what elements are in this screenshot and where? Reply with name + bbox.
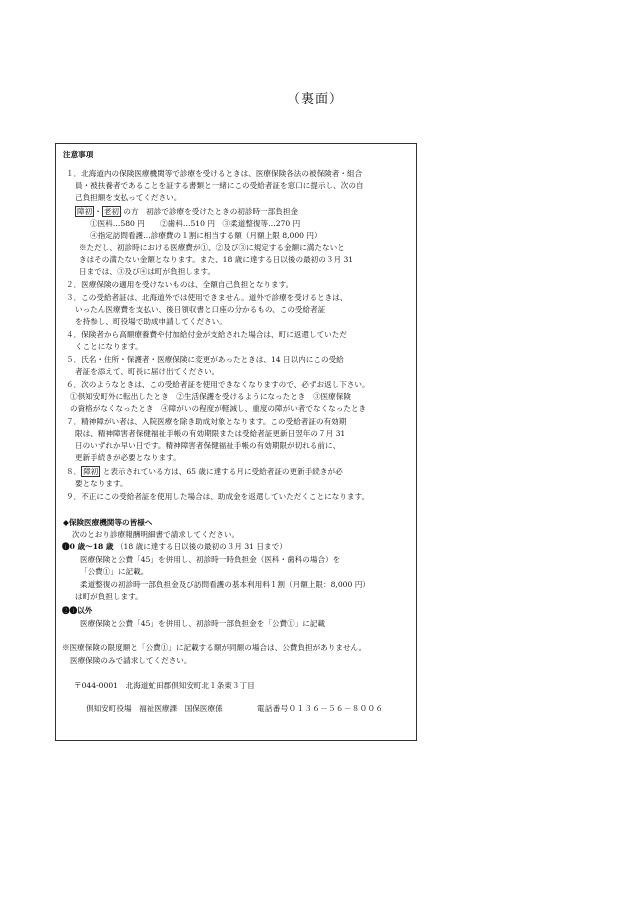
note-line: の方 初診で診療を受けたときの初診時一部負担金: [123, 207, 299, 216]
section1-line: 医療保険と公費「45」を併用し、初診時一時負担金（医科・歯科の場合）を: [80, 555, 341, 564]
note-line: 己負担額を支払ってください。: [75, 193, 182, 202]
badge-separator: ・: [94, 207, 102, 216]
section1-title-note: （18 歳に達する日以後の最初の３月 31 日まで）: [115, 542, 287, 551]
badge-shoshin-item8: 障初: [83, 467, 99, 476]
note-line: ※ただし、初診時における医療費が①、②及び③に規定する金額に満たないと: [79, 243, 345, 252]
item8-prefix: ８．: [66, 467, 82, 476]
address: 〒044-0001 北海道虻田郡倶知安町北１条東３丁目: [74, 681, 255, 690]
section1-line: は町が負担します。: [75, 592, 143, 601]
office-name: 倶知安町役場 福祉医療課 国保医療係: [86, 704, 223, 713]
section1-line: 「公費①」に記載。: [80, 567, 149, 576]
note-line: ３．この受給者証は、北海道外では使用できません。道外で診療を受けるときは、: [66, 293, 348, 302]
note-line: ①倶知安町外に転出したとき ②生活保護を受けるようになったとき ③医療保険: [70, 392, 351, 401]
badge-shoshin: 障初: [77, 207, 93, 216]
institutions-intro: 次のとおり診療報酬明細書で請求してください。: [72, 530, 240, 539]
page-title: （裏面）: [286, 92, 343, 107]
note-remark: 医療保険のみで請求してください。: [70, 656, 192, 665]
section1-heading: [62, 542, 287, 552]
note-line: 日のいずれか早い日です。精神障害者保健福祉手帳の有効期限が切れる前に、: [75, 441, 341, 450]
note-line-item8: [66, 467, 343, 477]
note-line: 限は、精神障害者保健福祉手帳の有効期限または受給者証更新日翌年の７月 31: [75, 429, 346, 438]
section1-title: ❶0 歳～18 歳: [62, 542, 114, 551]
note-line: ①医科…580 円 ②歯科…510 円 ③柔道整復等…270 円: [90, 219, 301, 228]
note-line: 更新手続きが必要となります。: [75, 453, 181, 462]
note-line: ５．氏名・住所・保護者・医療保険に変更があったときは、14 日以内にこの受給: [66, 355, 344, 364]
notes-heading: 注意事項: [63, 150, 94, 159]
note-line: ④指定訪問看護…診療費の１割に相当する額（月額上限 8,000 円）: [90, 231, 322, 240]
note-line: くことになります。: [75, 342, 143, 351]
note-line: いったん医療費を支払い、後日領収書と口座の分かるもの、この受給者証: [75, 305, 326, 314]
note-remark: ※医療保険の限度額と「公費①」に記載する額が同額の場合は、公費負担がありません。: [62, 643, 367, 652]
note-line: ６．次のようなときは、この受給者証を使用できなくなりますので、必ずお返し下さい。: [66, 380, 370, 389]
note-line-badges: [75, 207, 298, 217]
section2-heading: ❷❶以外: [62, 606, 93, 615]
note-line: ７．精神障がい者は、入院医療を除き助成対象となります。この受給者証の有効期: [66, 417, 347, 426]
section2-line: 医療保険と公費「45」を併用し、初診時一部負担金を「公費①」に記載: [80, 619, 326, 628]
note-line: 者証を添えて、町長に届け出てください。: [75, 367, 220, 376]
note-line: の資格がなくなったとき ④障がいの程度が軽減し、重度の障がい者でなくなったとき: [70, 404, 367, 413]
badge-rouhatsu: 老初: [103, 207, 119, 216]
institutions-heading: ◆保険医療機関等の皆様へ: [63, 518, 153, 527]
note-line: と表示されている方は、65 歳に達する月に受給者証の更新手続きが必: [102, 467, 343, 476]
note-line: １．北海道内の保険医療機関等で診療を受けるときは、医療保険各法の被保険者・組合: [66, 169, 363, 178]
note-line: 日までは、③及び④は町が負担します。: [79, 267, 216, 276]
note-line: を持参し、町役場で助成申請してください。: [75, 317, 227, 326]
note-line: ４．保険者から高額療養費や付加給付金が支給された場合は、町に返還していただ: [66, 330, 347, 339]
note-line: 員・被扶養者であることを証する書類と一緒にこの受給者証を窓口に提示し、次の自: [75, 181, 364, 190]
note-line: きはその満たない金額となります。また、18 歳に達する日以後の最初の３月 31: [79, 255, 354, 264]
note-line: 要となります。: [75, 479, 128, 488]
phone-number: 電話番号０１３６－５６－８００６: [257, 704, 384, 713]
section1-line: 柔道整復の初診時一部負担金及び訪問看護の基本利用料１割（月額上限：8,000 円）: [80, 580, 370, 589]
note-line: ２．医療保険の適用を受けないものは、全額自己負担となります。: [66, 280, 294, 289]
note-line: ９．不正にこの受給者証を使用した場合は、助成金を返還していただくことになります。: [66, 492, 370, 501]
notes-box: [55, 143, 417, 741]
